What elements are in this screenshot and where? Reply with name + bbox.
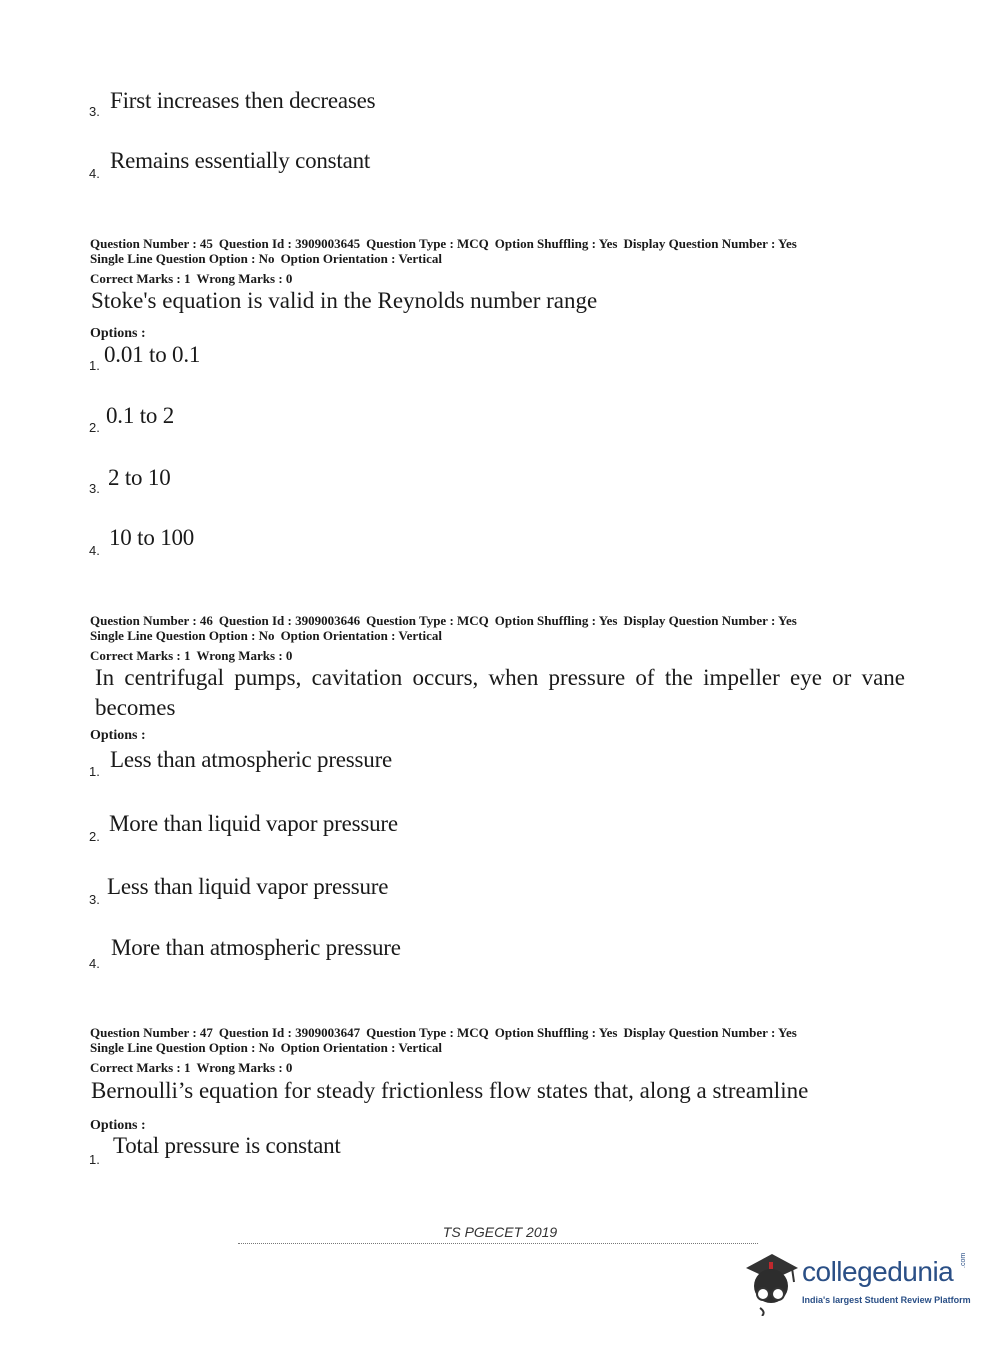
option-number: 1.: [89, 764, 100, 779]
option-number: 3.: [89, 104, 100, 119]
question-id: Question Id : 3909003645: [218, 236, 361, 251]
graduate-mascot-icon: [742, 1250, 800, 1316]
question-meta: [90, 1025, 803, 1075]
footer-exam-name: TS PGECET 2019: [442, 1224, 558, 1240]
question-number: Question Number : 45: [90, 236, 213, 251]
wrong-marks: Wrong Marks : 0: [196, 271, 293, 286]
option-text: 10 to 100: [109, 525, 195, 550]
single-line-option: Single Line Question Option : No: [90, 1040, 275, 1055]
display-question-number: Display Question Number : Yes: [623, 1025, 797, 1040]
option-number: 1.: [89, 358, 100, 373]
option-text: Less than atmospheric pressure: [110, 747, 393, 772]
option-text: Total pressure is constant: [113, 1133, 341, 1158]
option-orientation: Option Orientation : Vertical: [280, 251, 442, 266]
correct-marks: Correct Marks : 1: [90, 271, 191, 286]
option-text: Less than liquid vapor pressure: [107, 874, 389, 899]
single-line-option: Single Line Question Option : No: [90, 628, 275, 643]
question-id: Question Id : 3909003646: [218, 613, 361, 628]
question-text: Stoke's equation is valid in the Reynolds number range: [91, 288, 598, 313]
question-type: Question Type : MCQ: [366, 1025, 489, 1040]
question-id: Question Id : 3909003647: [218, 1025, 361, 1040]
options-label: Options :: [90, 326, 146, 341]
option-number: 1.: [89, 1152, 100, 1167]
wrong-marks: Wrong Marks : 0: [196, 1060, 293, 1075]
option-text: 0.01 to 0.1: [104, 342, 201, 367]
option-number: 4.: [89, 166, 100, 181]
question-text: Bernoulli’s equation for steady frictionless flow states that, along a streamline: [91, 1078, 809, 1103]
option-text: First increases then decreases: [110, 88, 376, 113]
option-text: More than liquid vapor pressure: [109, 811, 398, 836]
option-number: 4.: [89, 956, 100, 971]
question-meta: [90, 236, 803, 286]
option-text: 2 to 10: [108, 465, 171, 490]
options-label: Options :: [90, 728, 146, 743]
option-number: 4.: [89, 543, 100, 558]
option-text: More than atmospheric pressure: [111, 935, 401, 960]
footer-divider: [238, 1243, 758, 1246]
question-text-continued: becomes: [95, 695, 176, 720]
option-shuffling: Option Shuffling : Yes: [494, 1025, 618, 1040]
display-question-number: Display Question Number : Yes: [623, 236, 797, 251]
option-number: 2.: [89, 420, 100, 435]
option-number: 2.: [89, 829, 100, 844]
option-text: 0.1 to 2: [106, 403, 175, 428]
logo-domain: .com: [960, 1252, 967, 1268]
question-type: Question Type : MCQ: [366, 613, 489, 628]
option-number: 3.: [89, 481, 100, 496]
correct-marks: Correct Marks : 1: [90, 648, 191, 663]
question-text: In centrifugal pumps, cavitation occurs, when pressure of the impeller eye or vane: [95, 665, 905, 690]
question-number: Question Number : 46: [90, 613, 213, 628]
correct-marks: Correct Marks : 1: [90, 1060, 191, 1075]
option-number: 3.: [89, 892, 100, 907]
option-shuffling: Option Shuffling : Yes: [494, 613, 618, 628]
question-type: Question Type : MCQ: [366, 236, 489, 251]
display-question-number: Display Question Number : Yes: [623, 613, 797, 628]
options-label: Options :: [90, 1118, 146, 1133]
single-line-option: Single Line Question Option : No: [90, 251, 275, 266]
option-orientation: Option Orientation : Vertical: [280, 628, 442, 643]
question-number: Question Number : 47: [90, 1025, 213, 1040]
wrong-marks: Wrong Marks : 0: [196, 648, 293, 663]
option-orientation: Option Orientation : Vertical: [280, 1040, 442, 1055]
logo-tagline: India's largest Student Review Platform: [802, 1295, 971, 1305]
question-meta: [90, 613, 803, 663]
collegedunia-logo: [742, 1250, 972, 1316]
option-shuffling: Option Shuffling : Yes: [494, 236, 618, 251]
logo-wordmark: collegedunia: [802, 1256, 954, 1287]
option-text: Remains essentially constant: [110, 148, 371, 173]
